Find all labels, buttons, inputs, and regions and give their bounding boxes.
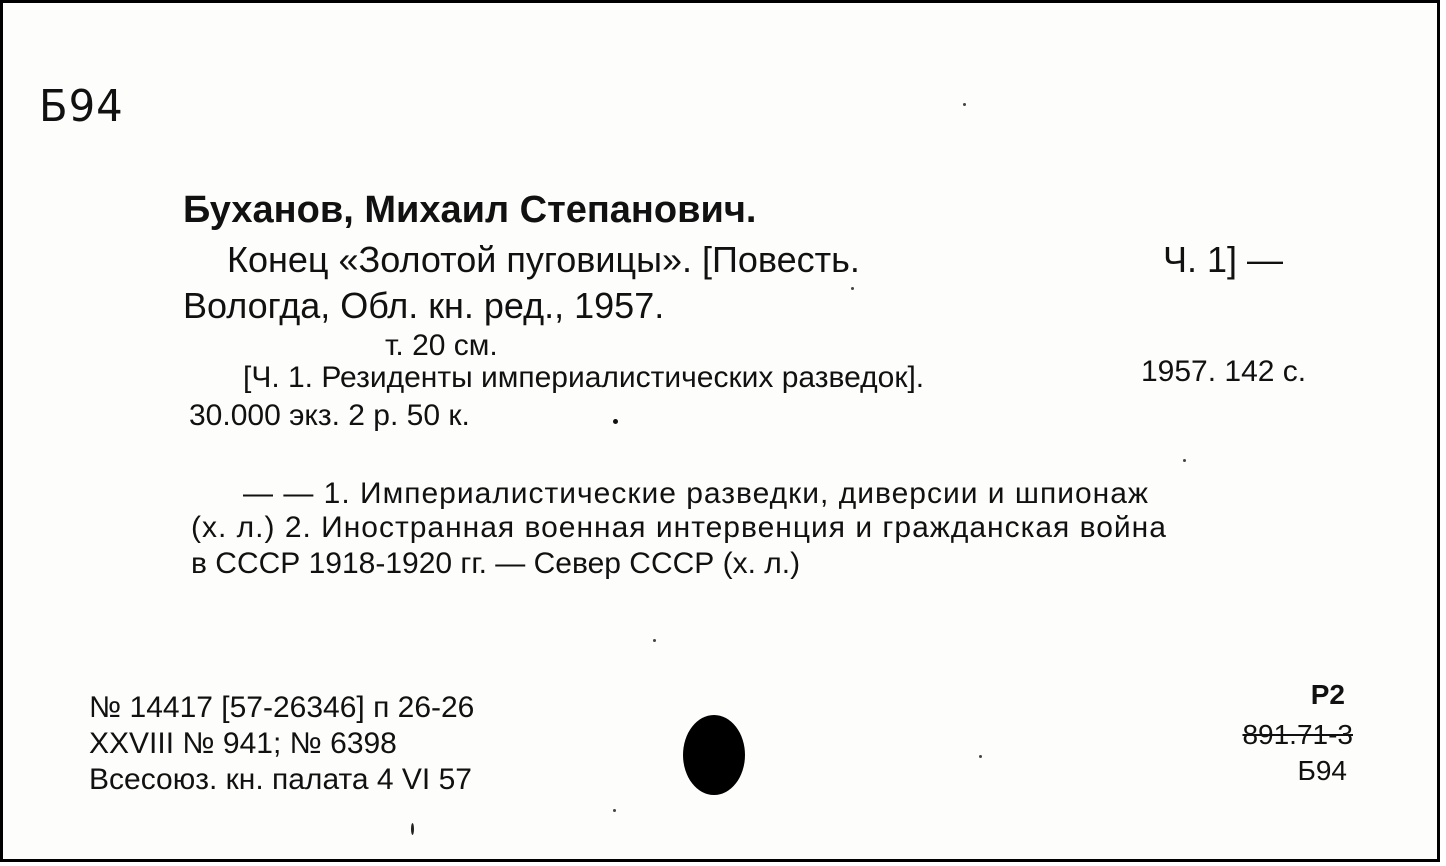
record-chamber-line: Всесоюз. кн. палата 4 VI 57 bbox=[89, 763, 472, 796]
call-number-struck: 891.71-3 bbox=[1242, 719, 1353, 750]
volume-size-line: т. 20 см. bbox=[385, 329, 498, 362]
ink-blot bbox=[683, 715, 745, 795]
title-line-2-imprint: Вологда, Обл. кн. ред., 1957. bbox=[183, 285, 665, 326]
author-heading: Буханов, Михаил Степанович. bbox=[183, 189, 757, 231]
part-title-line: [Ч. 1. Резиденты империалистических разведок]. bbox=[243, 361, 925, 394]
speck bbox=[411, 823, 414, 835]
handwritten-call-mark: Б94 bbox=[39, 81, 124, 132]
record-register-line: XXVIII № 941; № 6398 bbox=[89, 727, 397, 760]
call-number-classification: Р2 bbox=[1310, 679, 1345, 710]
copies-price-line: 30.000 экз. 2 р. 50 к. bbox=[189, 399, 470, 432]
title-line-1-part: Ч. 1] — bbox=[1163, 239, 1284, 280]
part-year-pages: 1957. 142 с. bbox=[1141, 355, 1307, 388]
call-number-author-mark: Б94 bbox=[1297, 755, 1347, 786]
speck bbox=[613, 419, 618, 424]
subjects-line-1: — — 1. Империалистические разведки, диверсии и шпионаж bbox=[243, 477, 1149, 510]
title-line-1: Конец «Золотой пуговицы». [Повесть. bbox=[227, 239, 860, 280]
speck bbox=[979, 755, 982, 758]
subjects-line-2: (х. л.) 2. Иностранная военная интервенция и гражданская война bbox=[191, 511, 1167, 544]
speck bbox=[963, 103, 966, 106]
speck bbox=[653, 639, 656, 642]
subjects-line-3: в СССР 1918-1920 гг. — Север СССР (х. л.) bbox=[191, 547, 801, 580]
speck bbox=[613, 809, 616, 812]
speck bbox=[1183, 459, 1186, 462]
record-number-line: № 14417 [57-26346] п 26-26 bbox=[89, 691, 475, 724]
speck bbox=[851, 287, 854, 290]
